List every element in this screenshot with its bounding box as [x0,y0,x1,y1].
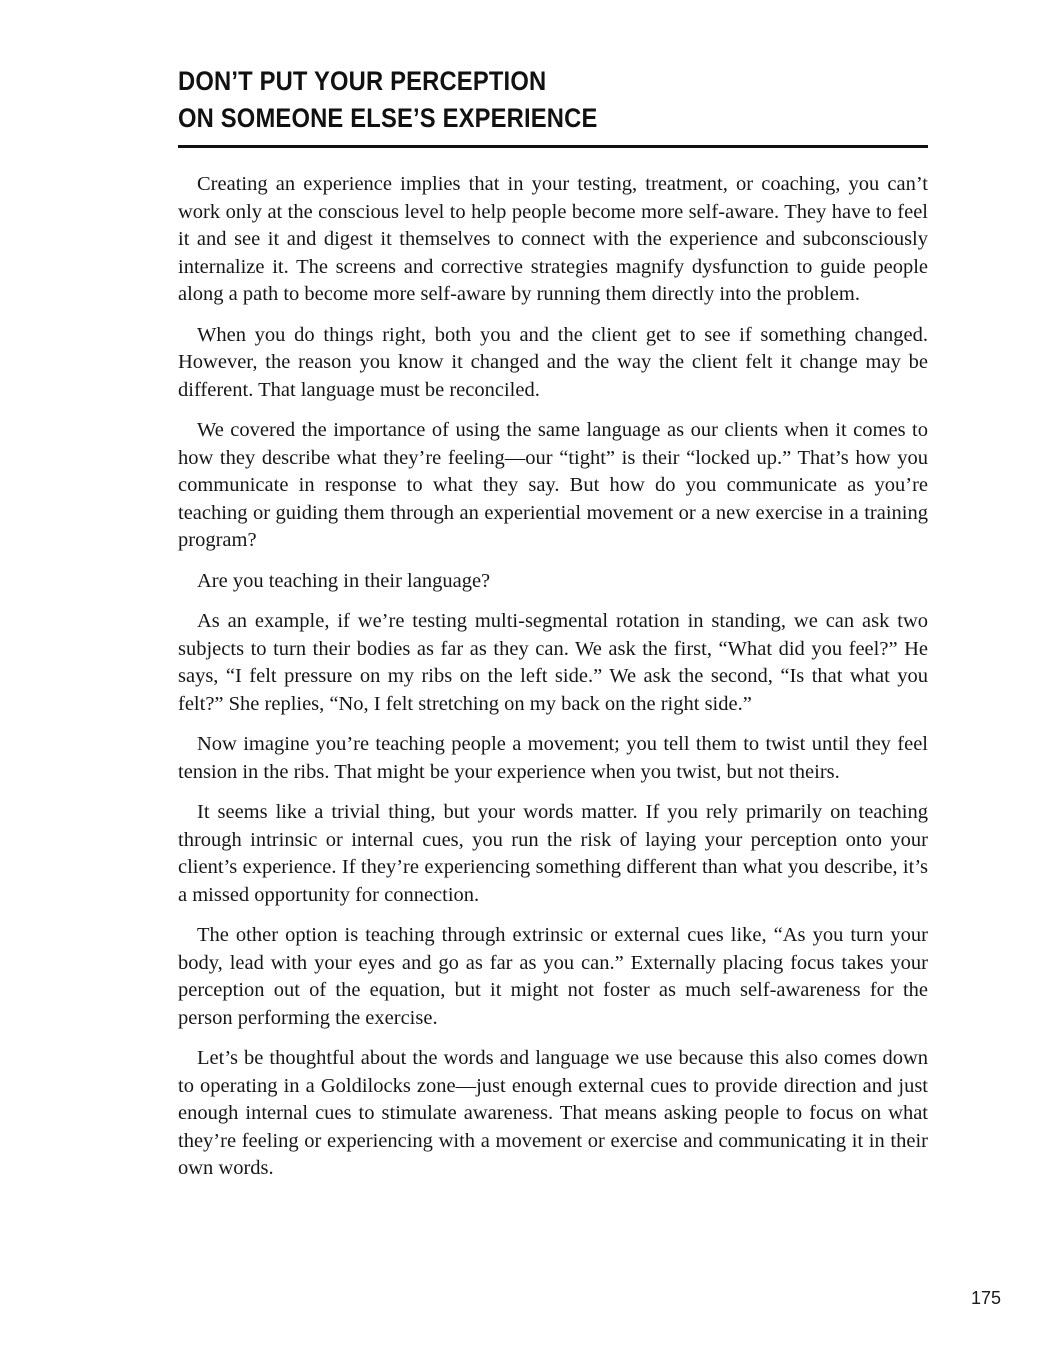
heading-line-1: DON’T PUT YOUR PERCEPTION [178,66,547,96]
paragraph: Creating an experience implies that in your testing, treatment, or coaching, you can’t work only at the conscious level to help people become more self-aware. They have to feel it and see it and digest it themselves to connect with the experience and subconsciously internalize it. The screens and corrective strategies magnify dysfunction to guide people along a path to become more self-aware by running them directly into the problem. [178,173,928,305]
chapter-heading [178,63,838,137]
paragraph: We covered the importance of using the same language as our clients when it comes to how they describe what they’re feeling—our “tight” is their “locked up.” That’s how you communicate in response to what they say. But how do you communicate as you’re teaching or guiding them through an experiential movement or a new exercise in a training program? [178,419,928,551]
paragraph: Are you teaching in their language? [197,569,491,592]
page-number: 175 [971,1288,1002,1308]
heading-line-2: ON SOMEONE ELSE’S EXPERIENCE [178,103,598,133]
chapter-header [178,63,928,148]
page-content [178,63,928,1196]
body-text [178,171,928,1183]
paragraph: Now imagine you’re teaching people a movement; you tell them to twist until they feel tension in the ribs. That might be your experience when you twist, but not theirs. [178,733,928,783]
paragraph: Let’s be thoughtful about the words and language we use because this also comes down to operating in a Goldilocks zone—just enough external cues to provide direction and just enough internal cues to stimulate awareness. That means asking people to focus on what they’re feeling or experiencing with a movement or exercise and communicating it in their own words. [178,1047,928,1179]
paragraph: The other option is teaching through extrinsic or external cues like, “As you turn your body, lead with your eyes and go as far as you can.” Externally placing focus takes your perception out of the equation, but it might not foster as much self-awareness for the person performing the exercise. [178,924,928,1029]
heading-rule [178,145,928,148]
paragraph: It seems like a trivial thing, but your words matter. If you rely primarily on teaching through intrinsic or internal cues, you run the risk of laying your perception onto your client’s experience. If they’re experiencing something different than what you describe, it’s a missed opportunity for connection. [178,801,928,906]
paragraph: As an example, if we’re testing multi-segmental rotation in standing, we can ask two subjects to turn their bodies as far as they can. We ask the first, “What did you feel?” He says, “I felt pressure on my ribs on the left side.” We ask the second, “Is that what you felt?” She replies, “No, I felt stretching on my back on the right side.” [178,610,928,715]
paragraph: When you do things right, both you and the client get to see if something changed. However, the reason you know it changed and the way the client felt it change may be different. That language must be reconciled. [178,323,928,401]
